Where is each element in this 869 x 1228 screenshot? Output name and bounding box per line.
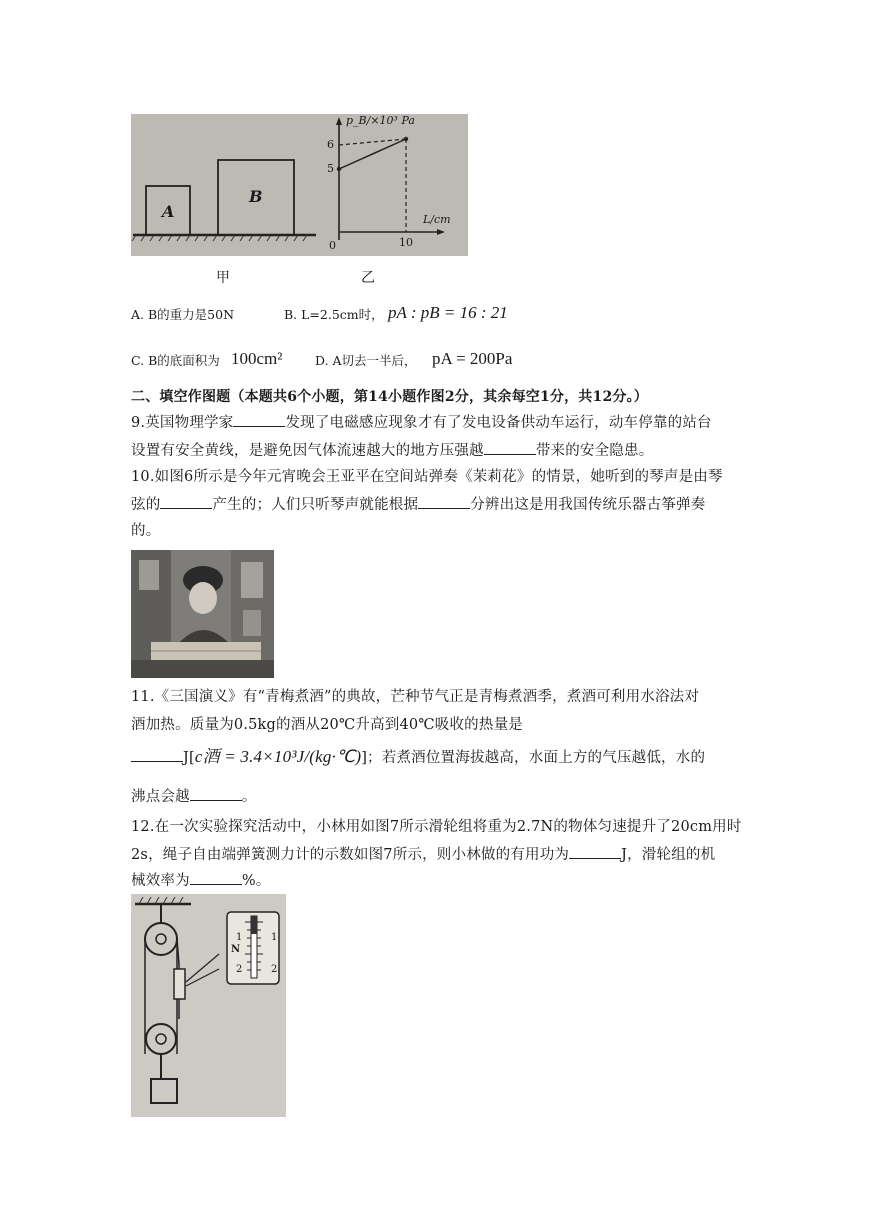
graph-y-label: p_B/×10³ Pa [346,114,415,127]
caption-jia: 甲 [216,270,230,286]
option-d-formula: pA = 200Pa [432,349,513,368]
tick-10: 10 [399,236,413,249]
q9-text-2b: 带来的安全隐患。 [535,443,654,459]
scale-right-2: 2 [271,964,278,975]
q12-line-1 [131,818,742,836]
q10-blank-2 [418,496,470,509]
q12-text-2a: 2s，绳子自由端弹簧测力计的示数如图7所示，则小林做的有用功为 [131,847,570,863]
q9-text-1b: 发现了电磁感应现象才有了发电设备供动车运行，动车停靠的站台 [285,415,712,431]
figure-6-svg [131,550,274,678]
q12-text-3b: %。 [241,873,271,889]
q11-line-2 [131,716,523,734]
figure-7-svg [131,894,286,1117]
scale-left-2: 2 [236,964,243,975]
q12-text-3a: 械效率为 [131,873,190,889]
option-c-formula: 100cm² [231,349,283,368]
q12-text-2b: J，滑轮组的机 [621,847,716,863]
figure-pressure-svg [131,114,468,256]
scale-right-1: 1 [271,932,278,943]
q9-blank-1 [233,414,285,427]
q10-line-1 [131,468,723,486]
q10-blank-1 [160,496,212,509]
q10-text-2c: 分辨出这是用我国传统乐器古筝弹奏 [470,497,706,513]
q9-line-1 [131,414,712,432]
q9-text-2a: 设置有安全黄线，是避免因气体流速越大的地方压强越 [131,443,484,459]
spring-scale [174,969,185,999]
q12-line-3 [131,872,271,890]
movable-pulley [146,1024,176,1054]
q9-text-1a: 9.英国物理学家 [131,415,234,431]
load-block [151,1079,177,1103]
block-a-label: A [162,202,175,221]
q10-text-1: 10.如图6所示是今年元宵晚会王亚平在空间站弹奏《茉莉花》的情景，她听到的琴声是由琴 [131,469,723,485]
scale-unit: N [231,944,241,955]
fixed-pulley [145,923,177,955]
option-b-formula: pA : pB = 16 : 21 [388,303,508,322]
q10-line-2 [131,496,705,514]
figure-pressure-blocks [131,114,468,256]
q10-text-2b: 产生的；人们只听琴声就能根据 [212,497,419,513]
q12-blank-1 [569,846,621,859]
q11-line-3 [131,748,705,767]
section-2-title: 二、填空作图题（本题共6个小题，第14小题作图2分，其余每空1分，共12分。） [131,389,648,405]
q12-line-2 [131,846,715,864]
option-d-prefix: D. A切去一半后， [315,353,417,368]
q11-line-4 [131,788,257,806]
q9-blank-2 [484,442,536,455]
q11-line-1 [131,688,699,706]
q10-text-2a: 弦的 [131,497,161,513]
tick-origin: 0 [329,239,336,252]
q10-line-3 [131,522,160,540]
option-b-prefix: B. L=2.5cm时， [284,307,384,322]
q10-text-3: 的。 [131,523,161,539]
figure-6-photo [131,550,274,678]
tick-6: 6 [327,138,334,151]
q11-text-2: 酒加热。质量为0.5kg的酒从20℃升高到40℃吸收的热量是 [131,717,523,733]
q12-text-1: 12.在一次实验探究活动中，小林用如图7所示滑轮组将重为2.7N的物体匀速提升了20cm用时 [131,819,742,835]
q11-blank-1 [131,749,183,762]
q11-blank-2 [190,788,242,801]
q11-text-3b: ]；若煮酒位置海拔越高，水面上方的气压越低，水的 [361,750,706,766]
caption-yi: 乙 [361,270,375,286]
q11-text-4b: 。 [241,789,257,805]
q11-text-1: 11.《三国演义》有“青梅煮酒”的典故，芒种节气正是青梅煮酒季，煮酒可利用水浴法对 [131,689,700,705]
q11-text-4a: 沸点会越 [131,789,190,805]
tick-5: 5 [327,162,334,175]
q11-formula: c酒 = 3.4×10³J/(kg·℃) [194,747,362,766]
option-c-prefix: C. B的底面积为 [131,353,220,368]
q11-text-3a: J[ [183,750,195,766]
figure-7-pulley [131,894,286,1117]
q12-blank-2 [190,872,242,885]
graph-x-label: L/cm [423,213,451,226]
scale-left-1: 1 [236,932,243,943]
option-a: A. B的重力是50N [131,307,235,322]
block-b-label: B [249,187,263,206]
q9-line-2 [131,442,653,460]
